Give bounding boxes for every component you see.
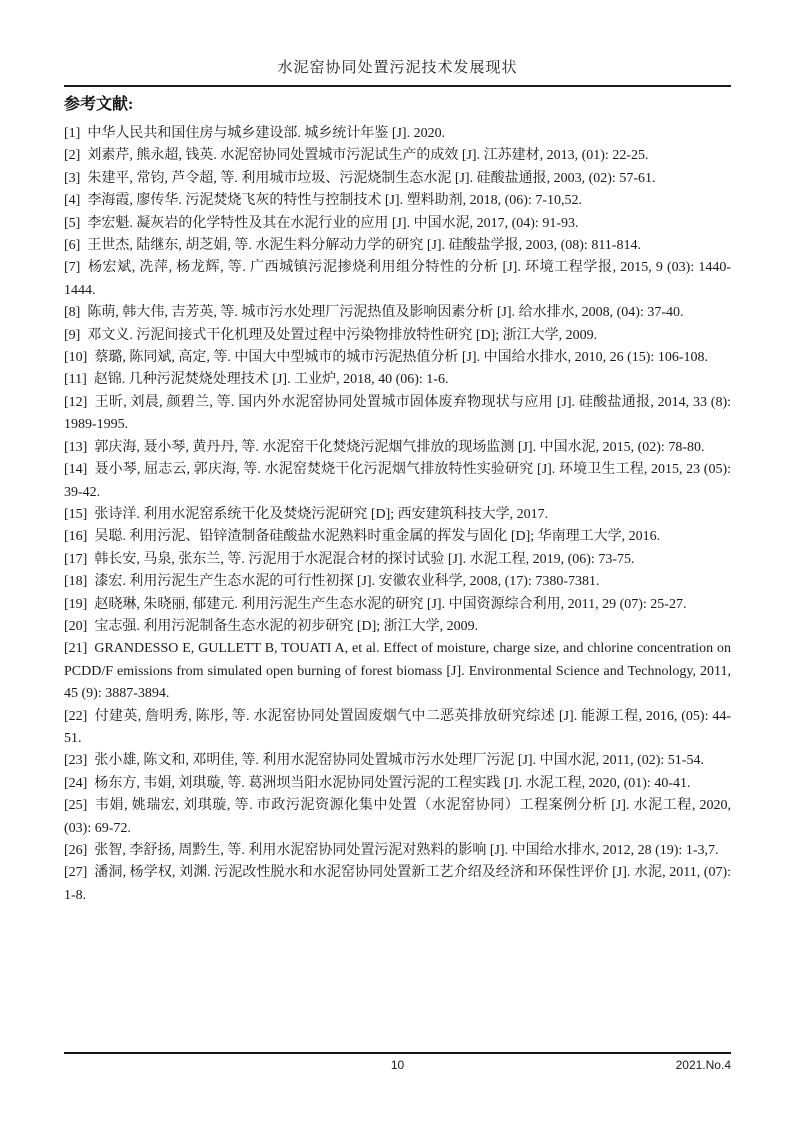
reference-text: 潘洞, 杨学权, 刘渊. 污泥改性脱水和水泥窑协同处置新工艺介绍及经济和环保性评价 [J]. 水泥, 2011, (07): 1-8. — [64, 865, 731, 903]
reference-number: [19] — [64, 596, 88, 612]
reference-text: 李宏魁. 凝灰岩的化学特性及其在水泥行业的应用 [J]. 中国水泥, 2017, (04): 91-93. — [87, 215, 579, 231]
reference-item — [64, 594, 731, 616]
reference-item — [64, 773, 731, 795]
reference-text: 杨东方, 韦娟, 刘琪璇, 等. 葛洲坝当阳水泥协同处置污泥的工程实践 [J]. 水泥工程, 2020, (01): 40-41. — [94, 775, 691, 791]
reference-item — [64, 526, 731, 548]
reference-number: [21] — [64, 641, 88, 657]
reference-text: 韦娟, 姚瑞宏, 刘琪璇, 等. 市政污泥资源化集中处置（水泥窑协同）工程案例分析 [J]. 水泥工程, 2020, (03): 69-72. — [64, 798, 731, 836]
footer-rule — [64, 1052, 731, 1054]
reference-number: [15] — [64, 506, 88, 522]
reference-item — [64, 325, 731, 347]
reference-number: [7] — [64, 260, 81, 276]
reference-item — [64, 437, 731, 459]
reference-text: 张小雄, 陈文和, 邓明佳, 等. 利用水泥窑协同处置城市污水处理厂污泥 [J]. 中国水泥, 2011, (02): 51-54. — [94, 753, 704, 769]
reference-item — [64, 459, 731, 504]
reference-number: [6] — [64, 238, 81, 254]
reference-item — [64, 123, 731, 145]
reference-number: [11] — [64, 372, 87, 388]
reference-item — [64, 347, 731, 369]
reference-text: 聂小琴, 屈志云, 郭庆海, 等. 水泥窑焚烧干化污泥烟气排放特性实验研究 [J]. 环境卫生工程, 2015, 23 (05): 39-42. — [64, 462, 731, 500]
references-list — [64, 123, 731, 907]
page-number: 10 — [390, 1058, 405, 1072]
reference-text: 张诗洋. 利用水泥窑系统干化及焚烧污泥研究 [D]; 西安建筑科技大学, 2017. — [94, 506, 549, 522]
reference-text: 李海霞, 廖传华. 污泥焚烧飞灰的特性与控制技术 [J]. 塑料助剂, 2018, (06): 7-10,52. — [87, 193, 582, 209]
reference-number: [9] — [64, 327, 81, 343]
reference-text: 付建英, 詹明秀, 陈彤, 等. 水泥窑协同处置固废烟气中二恶英排放研究综述 [J]. 能源工程, 2016, (05): 44-51. — [64, 708, 731, 746]
reference-number: [25] — [64, 798, 88, 814]
page-footer — [64, 1052, 731, 1076]
footer-row — [64, 1058, 731, 1076]
reference-text: 朱建平, 常钧, 芦令超, 等. 利用城市垃圾、污泥烧制生态水泥 [J]. 硅酸盐通报, 2003, (02): 57-61. — [87, 170, 656, 186]
running-header-title: 水泥窑协同处置污泥技术发展现状 — [277, 60, 518, 76]
reference-item — [64, 840, 731, 862]
reference-item — [64, 392, 731, 437]
reference-text: 赵晓琳, 朱晓丽, 郁建元. 利用污泥生产生态水泥的研究 [J]. 中国资源综合利用, 2011, 29 (07): 25-27. — [94, 596, 687, 612]
reference-item — [64, 549, 731, 571]
reference-text: 王昕, 刘晨, 颜碧兰, 等. 国内外水泥窑协同处置城市固体废弃物现状与应用 [J]. 硅酸盐通报, 2014, 33 (8): 1989-1995. — [64, 394, 731, 433]
reference-text: 蔡璐, 陈同斌, 高定, 等. 中国大中型城市的城市污泥热值分析 [J]. 中国给水排水, 2010, 26 (15): 106-108. — [94, 350, 708, 366]
references-heading: 参考文献: — [64, 96, 134, 113]
reference-item — [64, 369, 731, 391]
reference-item — [64, 504, 731, 526]
reference-item — [64, 257, 731, 302]
reference-text: 漆宏. 利用污泥生产生态水泥的可行性初探 [J]. 安徽农业科学, 2008, (17): 7380-7381. — [94, 574, 600, 590]
reference-text: 郭庆海, 聂小琴, 黄丹丹, 等. 水泥窑干化焚烧污泥烟气排放的现场监测 [J]. 中国水泥, 2015, (02): 78-80. — [94, 439, 705, 455]
reference-number: [13] — [64, 439, 88, 455]
reference-number: [26] — [64, 843, 88, 858]
reference-number: [2] — [64, 148, 81, 164]
reference-text: 杨宏斌, 冼萍, 杨龙辉, 等. 广西城镇污泥掺烧利用组分特性的分析 [J]. 环境工程学报, 2015, 9 (03): 1440-1444. — [64, 260, 731, 298]
reference-item — [64, 302, 731, 324]
header-rule — [64, 85, 731, 87]
reference-number: [5] — [64, 215, 81, 231]
reference-text: 邓文义. 污泥间接式干化机理及处置过程中污染物排放特性研究 [D]; 浙江大学, 2009. — [87, 327, 598, 343]
reference-number: [8] — [64, 305, 81, 321]
reference-item — [64, 571, 731, 593]
reference-item — [64, 795, 731, 840]
reference-number: [17] — [64, 551, 88, 567]
reference-item — [64, 616, 731, 638]
issue-label: 2021.No.4 — [675, 1058, 731, 1072]
reference-text: 韩长安, 马泉, 张东兰, 等. 污泥用于水泥混合材的探讨试验 [J]. 水泥工程, 2019, (06): 73-75. — [94, 551, 635, 567]
reference-item — [64, 235, 731, 257]
reference-number: [12] — [64, 394, 88, 410]
reference-number: [23] — [64, 753, 88, 769]
reference-text: 王世杰, 陆继东, 胡芝娟, 等. 水泥生料分解动力学的研究 [J]. 硅酸盐学报, 2003, (08): 811-814. — [87, 238, 641, 254]
reference-number: [1] — [64, 126, 81, 141]
reference-text: 刘素芹, 熊永超, 钱英. 水泥窑协同处置城市污泥试生产的成效 [J]. 江苏建材, 2013, (01): 22-25. — [87, 148, 649, 164]
reference-number: [3] — [64, 170, 81, 186]
reference-number: [20] — [64, 618, 88, 634]
reference-item — [64, 862, 731, 907]
reference-text: 宝志强. 利用污泥制备生态水泥的初步研究 [D]; 浙江大学, 2009. — [94, 618, 479, 634]
reference-number: [22] — [64, 708, 88, 724]
page-content — [64, 0, 731, 907]
reference-number: [10] — [64, 350, 88, 366]
reference-number: [24] — [64, 775, 88, 791]
reference-text: GRANDESSO E, GULLETT B, TOUATI A, et al. Effect of moisture, charge size, and chlorine concentration on PCDD/F emissions from simulated open burning of forest biomass [J]. Environmental Science and Technology, 2011, 45 (9): 3887-3894. — [64, 641, 731, 702]
reference-item — [64, 750, 731, 772]
reference-text: 吴聪. 利用污泥、铅锌渣制备硅酸盐水泥熟料时重金属的挥发与固化 [D]; 华南理工大学, 2016. — [94, 529, 661, 545]
reference-number: [18] — [64, 574, 88, 590]
reference-text: 中华人民共和国住房与城乡建设部. 城乡统计年鉴 [J]. 2020. — [87, 126, 446, 141]
reference-text: 赵锦. 几种污泥焚烧处理技术 [J]. 工业炉, 2018, 40 (06): 1-6. — [93, 372, 449, 388]
reference-item — [64, 168, 731, 190]
reference-number: [16] — [64, 529, 88, 545]
reference-number: [27] — [64, 865, 88, 881]
reference-number: [4] — [64, 193, 81, 209]
reference-number: [14] — [64, 462, 88, 478]
reference-item — [64, 706, 731, 751]
reference-text: 张智, 李舒扬, 周黔生, 等. 利用水泥窑协同处置污泥对熟料的影响 [J]. 中国给水排水, 2012, 28 (19): 1-3,7. — [94, 843, 719, 858]
reference-item — [64, 190, 731, 212]
reference-item — [64, 145, 731, 167]
reference-item — [64, 213, 731, 235]
reference-text: 陈萌, 韩大伟, 吉芳英, 等. 城市污水处理厂污泥热值及影响因素分析 [J]. 给水排水, 2008, (04): 37-40. — [87, 305, 684, 321]
reference-item — [64, 638, 731, 705]
